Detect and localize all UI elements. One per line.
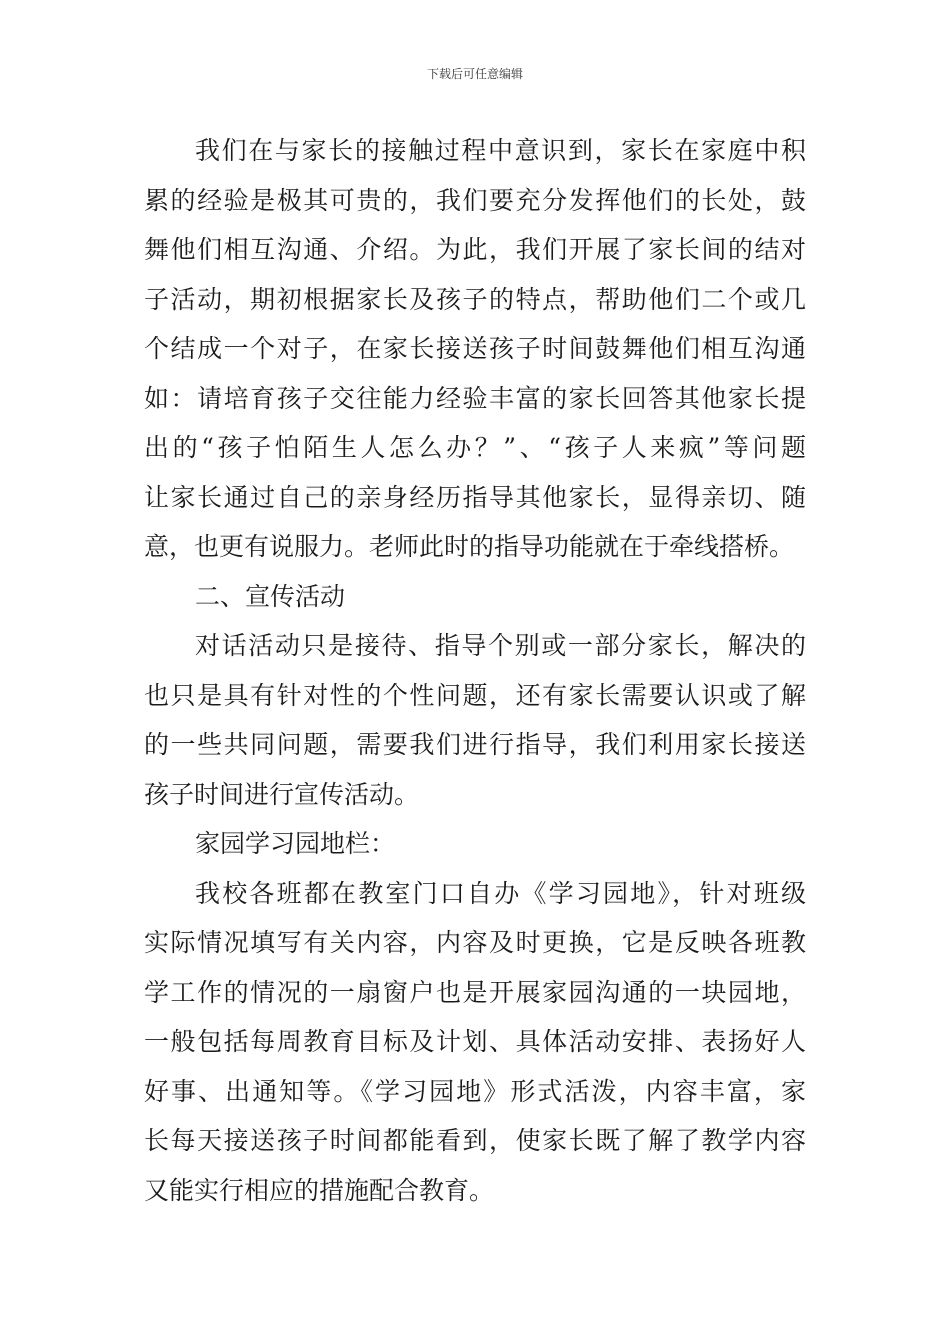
text-line: 累的经验是极其可贵的，我们要充分发挥他们的长处，鼓 — [144, 185, 806, 215]
paragraph — [144, 869, 806, 1216]
section-heading — [144, 572, 806, 622]
text-line: 长每天接送孩子时间都能看到，使家长既了解了教学内容 — [144, 1126, 806, 1155]
text-line: 我校各班都在教室门口自办《学习园地》，针对班级 — [195, 878, 806, 908]
subsection-heading — [144, 819, 806, 869]
paragraph — [144, 621, 806, 819]
text-line: 又能实行相应的措施配合教育。 — [144, 1175, 495, 1205]
paragraph — [144, 126, 806, 572]
text-line: 学工作的情况的一扇窗户也是开展家园沟通的一块园地， — [144, 977, 806, 1007]
document-body — [144, 126, 806, 1215]
text-line: 孩子时间进行宣传活动。 — [144, 779, 420, 809]
text-line: 子活动，期初根据家长及孩子的特点，帮助他们二个或几 — [144, 284, 806, 314]
page-header: 下载后可任意编辑 — [426, 67, 523, 81]
text-line: 意，也更有说服力。老师此时的指导功能就在于牵线搭桥。 — [144, 532, 795, 561]
text-line: 舞他们相互沟通、介绍。为此，我们开展了家长间的结对 — [144, 235, 806, 264]
text-line: 二、宣传活动 — [195, 581, 346, 611]
text-line: 个结成一个对子，在家长接送孩子时间鼓舞他们相互沟通 — [144, 334, 806, 363]
text-line: 也只是具有针对性的个性问题，还有家长需要认识或了解 — [144, 680, 806, 710]
text-line: 一般包括每周教育目标及计划、具体活动安排、表扬好人 — [144, 1027, 806, 1056]
text-line: 如：请培育孩子交往能力经验丰富的家长回答其他家长提 — [144, 383, 806, 413]
text-line: 对话活动只是接待、指导个别或一部分家长，解决的 — [195, 631, 806, 660]
text-line: 实际情况填写有关内容，内容及时更换，它是反映各班教 — [144, 928, 806, 957]
text-line: 家园学习园地栏： — [195, 829, 396, 858]
text-line: 我们在与家长的接触过程中意识到，家长在家庭中积 — [195, 136, 806, 165]
text-line: 让家长通过自己的亲身经历指导其他家长，显得亲切、随 — [144, 482, 806, 512]
text-line: 的一些共同问题，需要我们进行指导，我们利用家长接送 — [144, 730, 806, 759]
text-line: 出的“孩子怕陌生人怎么办？”、“孩子人来疯”等问题 — [144, 433, 806, 462]
text-line: 好事、出通知等。《学习园地》形式活泼，内容丰富，家 — [144, 1076, 806, 1106]
